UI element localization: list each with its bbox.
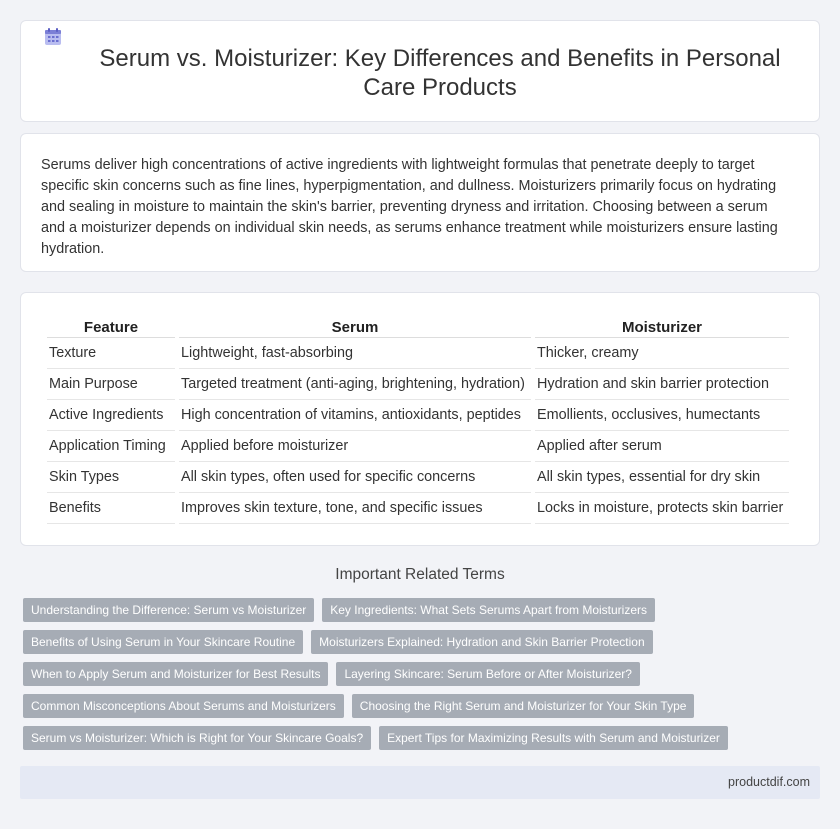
table-row	[47, 493, 789, 524]
moisturizer-cell: Locks in moisture, protects skin barrier	[535, 493, 789, 524]
serum-cell: Lightweight, fast-absorbing	[179, 338, 531, 369]
header-feature: Feature	[47, 316, 175, 338]
header-serum: Serum	[179, 316, 531, 338]
feature-cell: Active Ingredients	[47, 400, 175, 431]
moisturizer-cell: All skin types, essential for dry skin	[535, 462, 789, 493]
feature-cell: Skin Types	[47, 462, 175, 493]
calendar-icon	[43, 27, 63, 47]
related-term-link[interactable]: Layering Skincare: Serum Before or After Moisturizer?	[336, 662, 639, 686]
table-header-row	[47, 316, 789, 338]
moisturizer-cell: Hydration and skin barrier protection	[535, 369, 789, 400]
footer	[20, 766, 820, 799]
feature-cell: Texture	[47, 338, 175, 369]
feature-cell: Application Timing	[47, 431, 175, 462]
moisturizer-cell: Applied after serum	[535, 431, 789, 462]
related-term-link[interactable]: Benefits of Using Serum in Your Skincare Routine	[23, 630, 303, 654]
footer-site-link[interactable]: productdif.com	[728, 775, 810, 789]
moisturizer-cell: Thicker, creamy	[535, 338, 789, 369]
table-row	[47, 431, 789, 462]
feature-cell: Benefits	[47, 493, 175, 524]
comparison-table	[43, 316, 793, 524]
table-row	[47, 400, 789, 431]
intro-card	[20, 133, 820, 272]
page-title: Serum vs. Moisturizer: Key Differences and Benefits in Personal Care Products	[99, 45, 781, 101]
table-row	[47, 338, 789, 369]
related-term-link[interactable]: Expert Tips for Maximizing Results with Serum and Moisturizer	[379, 726, 728, 750]
related-term-link[interactable]: Choosing the Right Serum and Moisturizer for Your Skin Type	[352, 694, 695, 718]
intro-paragraph: Serums deliver high concentrations of active ingredients with lightweight formulas that penetrate deeply to target specific skin concerns such as fine lines, hyperpigmentation, and dullness. Moisturizers primarily focus on hydrating and sealing in moisture to maintain the skin's barrier, preventing dryness and irritation. Choosing between a serum and a moisturizer depends on individual skin needs, as serums enhance treatment while moisturizers ensure lasting hydration.	[41, 157, 778, 257]
related-term-link[interactable]: When to Apply Serum and Moisturizer for Best Results	[23, 662, 328, 686]
related-term-link[interactable]: Understanding the Difference: Serum vs Moisturizer	[23, 598, 314, 622]
feature-cell: Main Purpose	[47, 369, 175, 400]
serum-cell: Targeted treatment (anti-aging, brightening, hydration)	[179, 369, 531, 400]
related-term-link[interactable]: Serum vs Moisturizer: Which is Right for Your Skincare Goals?	[23, 726, 371, 750]
table-row	[47, 369, 789, 400]
moisturizer-cell: Emollients, occlusives, humectants	[535, 400, 789, 431]
related-term-link[interactable]: Moisturizers Explained: Hydration and Skin Barrier Protection	[311, 630, 652, 654]
related-terms-title: Important Related Terms	[335, 566, 505, 583]
serum-cell: Applied before moisturizer	[179, 431, 531, 462]
header-moisturizer: Moisturizer	[535, 316, 789, 338]
serum-cell: High concentration of vitamins, antioxidants, peptides	[179, 400, 531, 431]
comparison-card	[20, 292, 820, 546]
related-terms-list	[23, 598, 823, 758]
table-row	[47, 462, 789, 493]
header-card	[20, 20, 820, 122]
related-term-link[interactable]: Key Ingredients: What Sets Serums Apart from Moisturizers	[322, 598, 655, 622]
serum-cell: Improves skin texture, tone, and specific issues	[179, 493, 531, 524]
serum-cell: All skin types, often used for specific concerns	[179, 462, 531, 493]
related-term-link[interactable]: Common Misconceptions About Serums and Moisturizers	[23, 694, 344, 718]
